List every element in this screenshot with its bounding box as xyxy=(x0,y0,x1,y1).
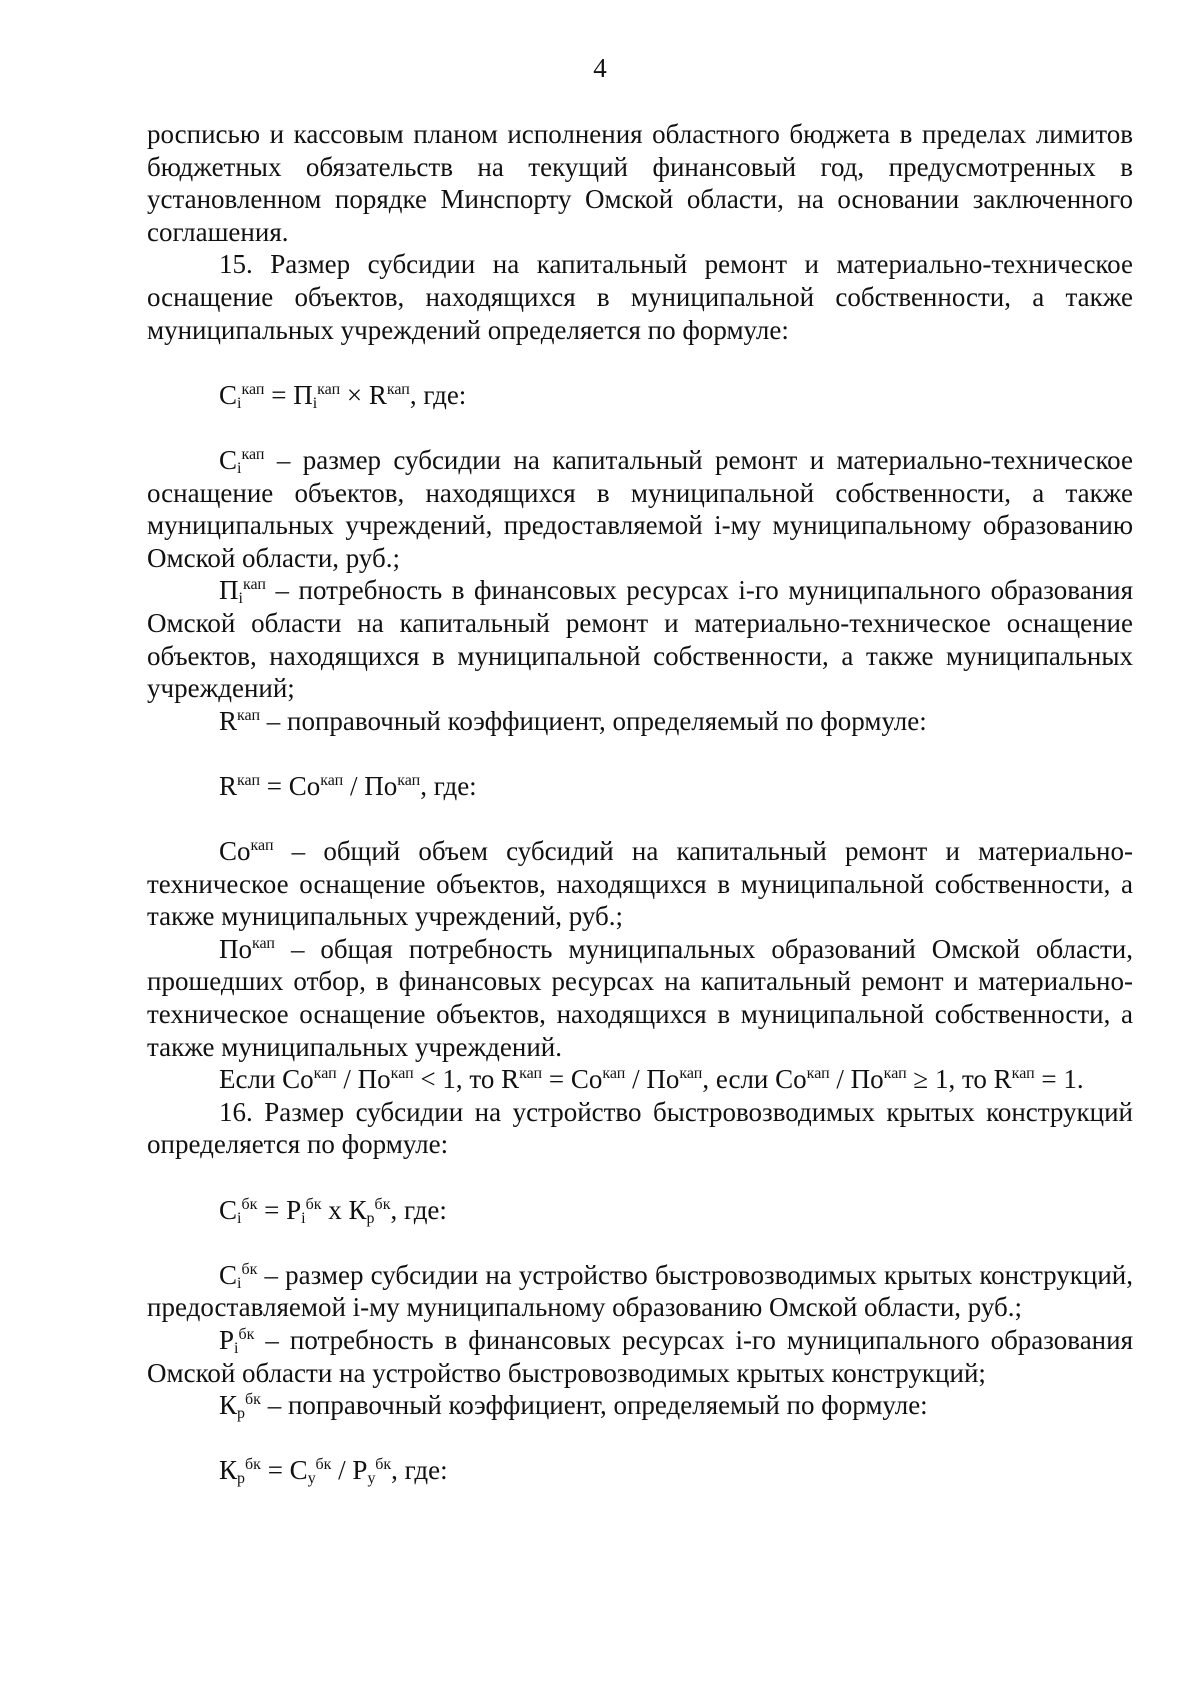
spacer xyxy=(147,411,1133,444)
definition-po-kap: $По^{кап}$ – общая потребность муниципальных образований Омской области, прошедших отбор, в финансовых ресурсах на капитальный ремонт и материально-техническое оснащение объектов, находящихся в муниципальной собственности, а также муниципальных учреждений. xyxy=(147,933,1133,1062)
formula-ci-kap: $С_i^{кап} = П_i^{кап} \times R^{кап}$, где: xyxy=(219,379,467,412)
spacer xyxy=(147,1161,1133,1194)
formula-kp-bk: $К_р^{бк} = С_у^{бк} / Р_у^{бк}$, где: xyxy=(219,1455,448,1488)
definition-ci-bk: $С_i^{бк}$ – размер субсидии на устройство быстровозводимых крытых конструкций, предоставляемой i-му муниципальному образованию Омской области, руб.; xyxy=(147,1259,1133,1323)
page-number: 4 xyxy=(593,53,607,83)
spacer xyxy=(147,1226,1133,1259)
formula-r-kap: $R^{кап} = Со^{кап} / По^{кап}$, где: xyxy=(219,770,477,801)
definition-r-kap: $R^{кап}$ – поправочный коэффициент, определяемый по формуле: xyxy=(219,705,927,736)
definition-kp-bk: $К_р^{бк}$ – поправочный коэффициент, определяемый по формуле: xyxy=(219,1390,928,1423)
paragraph-16: 16. Размер субсидии на устройство быстровозводимых крытых конструкций определяется по формуле: xyxy=(147,1096,1133,1160)
spacer xyxy=(147,1422,1133,1455)
spacer xyxy=(147,802,1133,835)
document-body xyxy=(147,118,1133,1487)
paragraph-continuation: росписью и кассовым планом исполнения областного бюджета в пределах лимитов бюджетных обязательств на текущий финансовый год, предусмотренных в установленном порядке Минспорту Омской области, на основании заключенного соглашения. xyxy=(147,119,1133,247)
condition-paragraph: Если $Со^{кап} / По^{кап} < 1$, то $R^{кап} = Со^{кап} / По^{кап}$, если $Со^{кап} / По^{кап} \ge 1$, то $R^{кап} = 1$. xyxy=(219,1064,1084,1095)
spacer xyxy=(147,346,1133,379)
paragraph-15: 15. Размер субсидии на капитальный ремонт и материально-техническое оснащение объектов, находящихся в муниципальной собственности, а также муниципальных учреждений определяется по формуле: xyxy=(147,249,1133,345)
definition-ci-kap: $С_i^{кап}$ – размер субсидии на капитальный ремонт и материально-техническое оснащение объектов, находящихся в муниципальной собственности, а также муниципальных учреждений, предоставляемой i-му муниципальному образованию Омской области, руб.; xyxy=(147,444,1133,573)
definition-pi-bk: $Р_i^{бк}$ – потребность в финансовых ресурсах i-го муниципального образования Омской области на устройство быстровозводимых крытых конструкций; xyxy=(147,1324,1133,1388)
definition-pi-kap: $П_i^{кап}$ – потребность в финансовых ресурсах i-го муниципального образования Омской области на капитальный ремонт и материально-техническое оснащение объектов, находящихся в муниципальной собственности, а также муниципальных учреждений; xyxy=(147,575,1133,704)
definition-co-kap: $Со^{кап}$ – общий объем субсидий на капитальный ремонт и материально-техническое оснащение объектов, находящихся в муниципальной собственности, а также муниципальных учреждений, руб.; xyxy=(147,836,1133,932)
spacer xyxy=(147,737,1133,770)
formula-ci-bk: $С_i^{бк} = Р_i^{бк}$ x $К_р^{бк}$, где: xyxy=(219,1194,447,1227)
